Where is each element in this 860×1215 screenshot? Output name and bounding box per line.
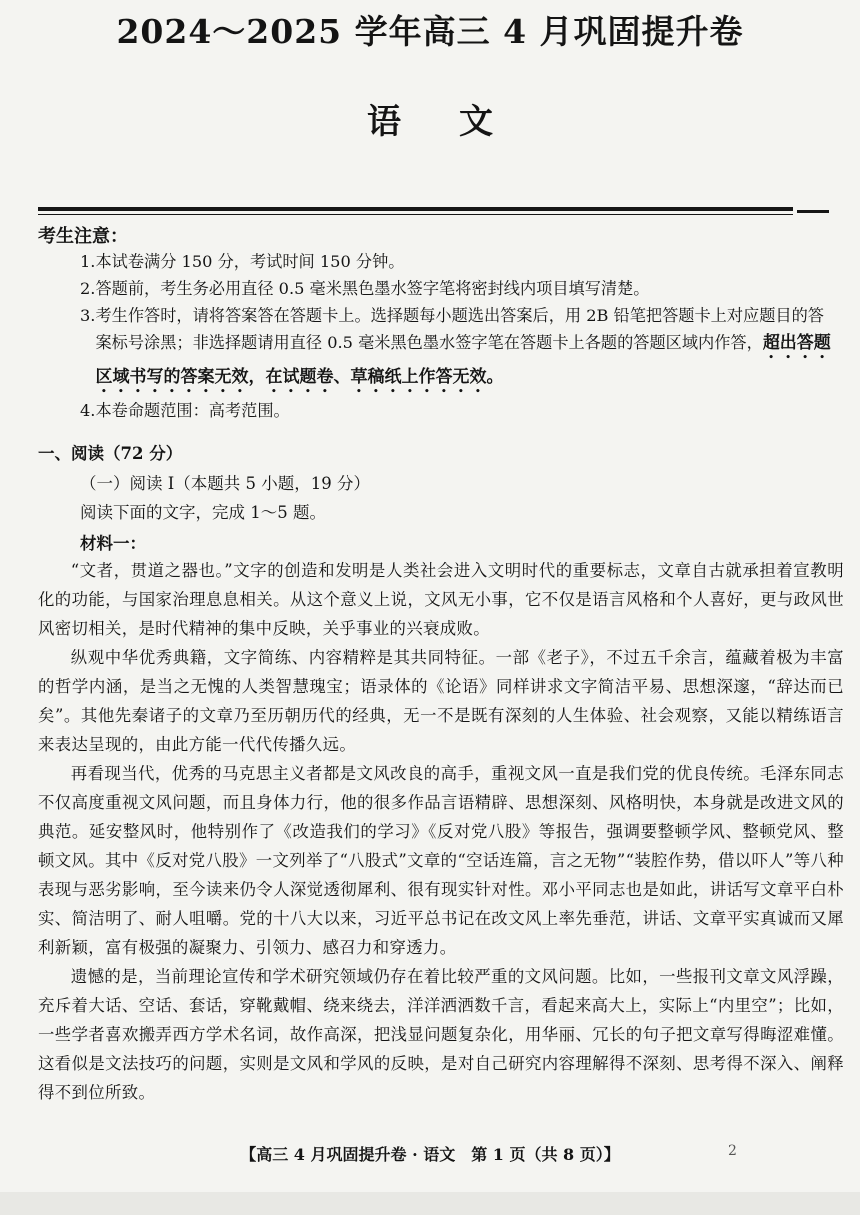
- paragraph: 纵观中华优秀典籍，文字简练、内容精粹是其共同特征。一部《老子》，不过五千余言，蕴藏着极为丰富的哲学内涵，是当之无愧的人类智慧瑰宝；语录体的《论语》同样讲求文字简洁平易、思想深邃，“辞达而已矣”。其他先秦诸子的文章乃至历朝历代的经典，无一不是既有深刻的人生体验、社会观察，又能以精练语言来表达呈现的，由此方能一代代传播久远。: [38, 648, 844, 754]
- notice-item: [80, 248, 840, 275]
- notice-item: [80, 397, 840, 424]
- notice-number: 4.: [80, 401, 96, 420]
- scan-bottom-edge: [0, 1192, 860, 1215]
- notice-text: 本卷命题范围：高考范围。: [95, 401, 290, 420]
- material-body: [38, 556, 844, 1107]
- notice-text-with-emphasis: [95, 302, 840, 397]
- notice-text: 本试卷满分 150 分，考试时间 150 分钟。: [95, 252, 405, 271]
- paragraph: 遗憾的是，当前理论宣传和学术研究领域仍存在着比较严重的文风问题。比如，一些报刊文章文风浮躁，充斥着大话、空话、套话，穿靴戴帽、绕来绕去，洋洋洒洒数千言，看起来高大上，实际上“内里空”；比如，一些学者喜欢搬弄西方学术名词，故作高深，把浅显问题复杂化，用华丽、冗长的句子把文章写得晦涩难懂。这看似是文法技巧的问题，实则是文风和学风的反映，是对自己研究内容理解得不深刻、思考得不深入、阐释得不到位所致。: [38, 967, 844, 1102]
- notice-number: 1.: [80, 252, 96, 271]
- notice-item: [80, 275, 840, 302]
- notice-item: [80, 302, 840, 397]
- notice-emphasis: 超出答题区域书写的答案无效，在试题卷、草稿纸上作答无效。: [95, 333, 831, 387]
- paragraph: “文者，贯道之器也。”文字的创造和发明是人类社会进入文明时代的重要标志，文章自古就承担着宣教明化的功能，与国家治理息息相关。从这个意义上说，文风无小事，它不仅是语言风格和个人喜好，更与政风世风密切相关，是时代精神的集中反映，关乎事业的兴衰成败。: [38, 561, 844, 638]
- notice-list: [80, 248, 840, 424]
- reading-instruction: 阅读下面的文字，完成 1～5 题。: [80, 503, 326, 522]
- notice-text: 考生作答时，请将答案答在答题卡上。选择题每小题选出答案后，用 2B 铅笔把答题卡上对应题目的答案标号涂黑；非选择题请用直径 0.5 毫米黑色墨水签字笔在答题卡上各题的答题区域内作答，: [95, 306, 824, 352]
- subject-title: 语文: [367, 102, 551, 142]
- paragraph: 再看现当代，优秀的马克思主义者都是文风改良的高手，重视文风一直是我们党的优良传统。毛泽东同志不仅高度重视文风问题，而且身体力行，他的很多作品言语精辟、思想深刻、风格明快，本身就是改进文风的典范。延安整风时，他特别作了《改造我们的学习》《反对党八股》等报告，强调要整顿学风、整顿党风、整顿文风。其中《反对党八股》一文列举了“八股式”文章的“空话连篇，言之无物”“装腔作势，借以吓人”等八种表现与恶劣影响，至今读来仍令人深觉透彻犀利、很有现实针对性。邓小平同志也是如此，讲话写文章平白朴实、简洁明了、耐人咀嚼。党的十八大以来，习近平总书记在改文风上率先垂范，讲话、文章平实真诚而又犀利新颖，富有极强的凝聚力、引领力、感召力和穿透力。: [38, 764, 844, 957]
- material-label: 材料一：: [80, 534, 146, 553]
- notice-number: 3.: [80, 306, 96, 325]
- corner-mark: 2: [728, 1143, 737, 1159]
- exam-title: 2024～2025 学年高三 4 月巩固提升卷: [116, 12, 744, 51]
- header-rule-thin: [38, 214, 793, 215]
- notice-title: 考生注意：: [38, 226, 128, 247]
- notice-number: 2.: [80, 279, 96, 298]
- page-footer: 【高三 4 月巩固提升卷 · 语文 第 1 页（共 8 页）】: [240, 1145, 620, 1164]
- section-title: 一、阅读（72 分）: [38, 444, 183, 463]
- notice-text: 答题前，考生务必用直径 0.5 毫米黑色墨水签字笔将密封线内项目填写清楚。: [95, 279, 650, 298]
- header-rule-tail: [797, 210, 829, 213]
- subsection-title: （一）阅读 Ⅰ（本题共 5 小题，19 分）: [80, 474, 370, 493]
- header-rule-thick: [38, 207, 793, 211]
